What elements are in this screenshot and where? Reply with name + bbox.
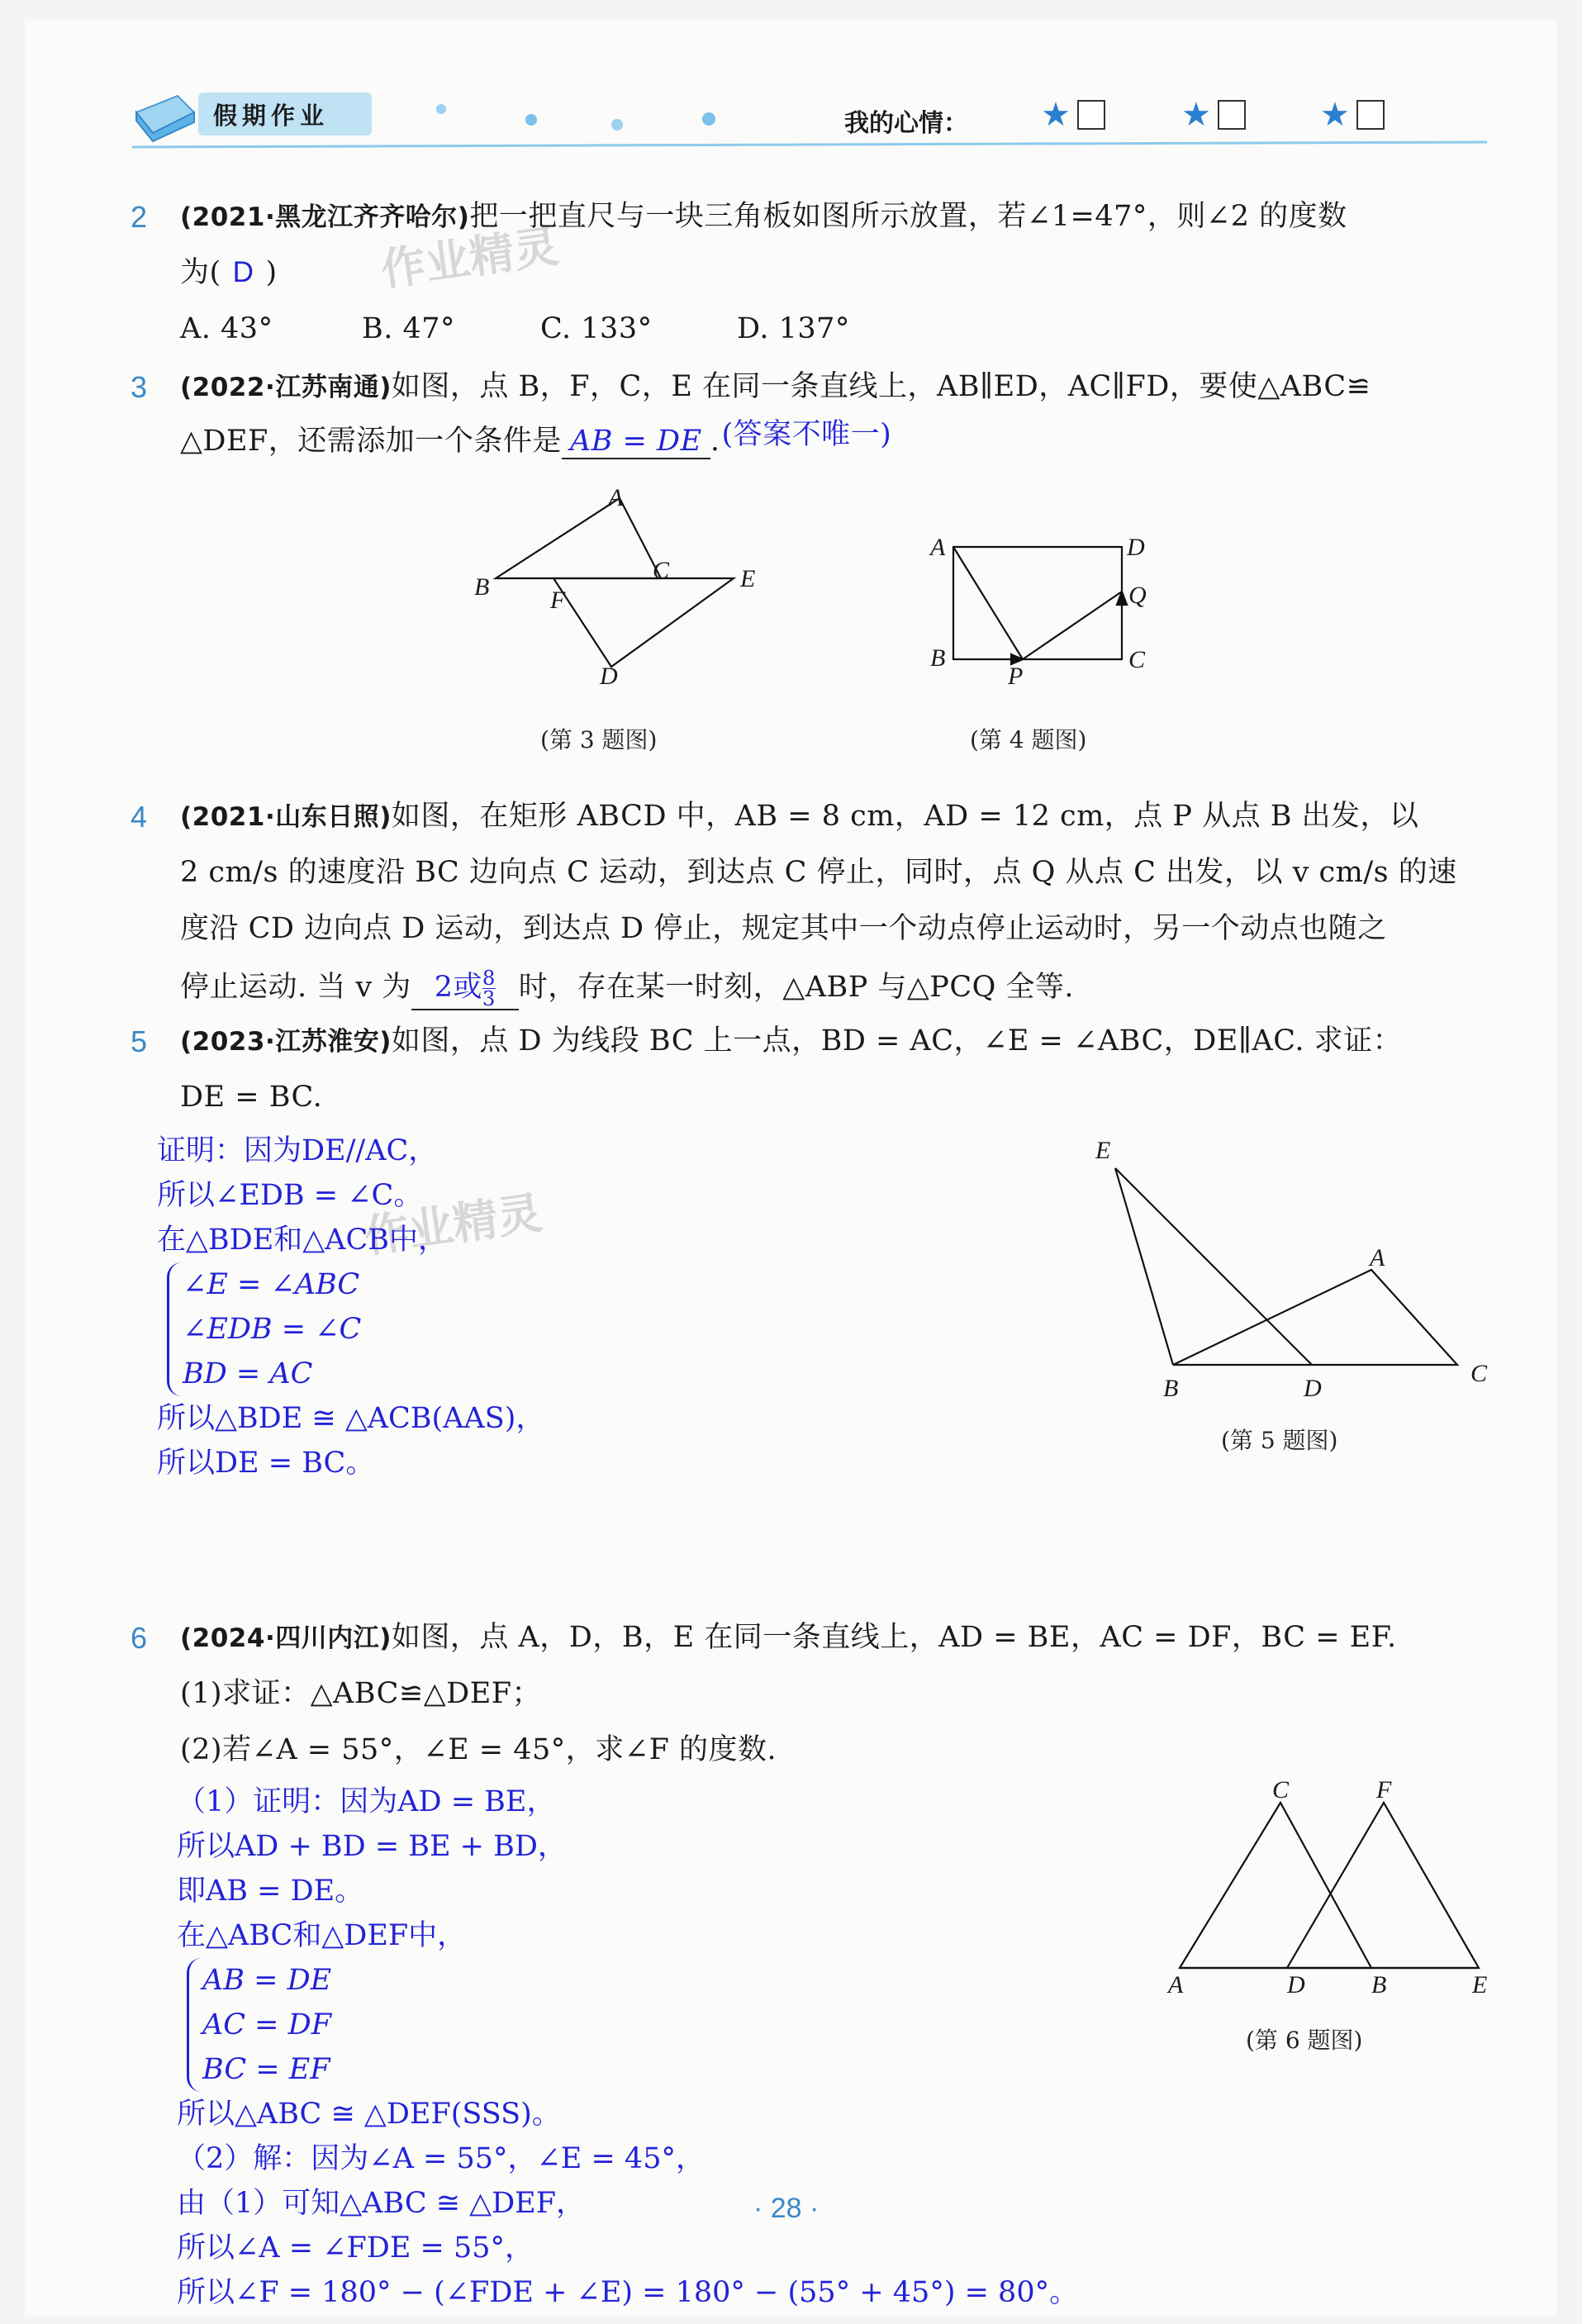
label-f: F (550, 587, 566, 614)
label-b: B (474, 573, 490, 601)
label-d: D (1127, 534, 1145, 561)
solution-line: （2）解：因为∠A = 55°，∠E = 45°， (177, 2142, 705, 2175)
label-e: E (740, 565, 756, 592)
solution-line: 在△ABC和△DEF中， (177, 1919, 467, 1952)
solution-line: 所以∠A = ∠FDE = 55°， (177, 2231, 534, 2265)
header-line (132, 124, 1504, 157)
solution-q6 (177, 1780, 1078, 2315)
solution-line: 由（1）可知△ABC ≅ △DEF， (177, 2187, 585, 2220)
label-f: F (1376, 1776, 1392, 1804)
label-c: C (1128, 646, 1146, 673)
label-a: A (1370, 1244, 1385, 1271)
question-number: 5 (131, 1024, 148, 1058)
solution-line: 证明：因为DE//AC， (157, 1134, 438, 1167)
star-sad-icon: ★ (1320, 96, 1350, 134)
mood-1[interactable] (1041, 96, 1105, 134)
question-line-2: 2 cm/s 的速度沿 BC 边向点 C 运动，到达点 C 停止，同时，点 Q 从点 C 出发，以 v cm/s 的速 (180, 856, 1457, 889)
triangle-abc (496, 498, 661, 578)
question-part-2: (2)若∠A = 55°，∠E = 45°，求∠F 的度数. (180, 1733, 777, 1766)
solution-line: 在△BDE和△ACB中， (157, 1224, 447, 1257)
mood-label: 我的心情： (844, 109, 968, 138)
question-text (180, 200, 1347, 234)
equation: AC = DF (202, 2008, 331, 2041)
solution-line: 所以DE = BC。 (157, 1447, 375, 1480)
option-c: C. 133° (540, 312, 653, 345)
question-source: (2022·江苏南通) (180, 373, 392, 402)
question-stem: 如图，点 D 为线段 BC 上一点，BD = AC，∠E = ∠ABC，DE∥AC. 求证： (391, 1024, 1403, 1057)
fraction-denominator: 3 (482, 987, 496, 1010)
mood-3[interactable] (1320, 96, 1385, 134)
dot (436, 104, 446, 114)
star-happy-icon: ★ (1041, 96, 1071, 134)
question-text-2 (180, 256, 278, 289)
question-source: (2021·山东日照) (180, 802, 392, 832)
dot (525, 114, 537, 126)
question-line-4 (180, 968, 1074, 1010)
label-p: P (1008, 663, 1024, 690)
question-number: 6 (131, 1621, 148, 1655)
figure-q5 (1090, 1132, 1487, 1380)
mood-checkbox[interactable] (1077, 100, 1105, 130)
label-e: E (1095, 1137, 1111, 1164)
option-d: D. 137° (737, 312, 850, 345)
label-e: E (1472, 1971, 1488, 1998)
paren-open: 为( (180, 256, 221, 289)
question-text (180, 800, 1419, 834)
rectangle-abcd (953, 547, 1122, 659)
question-line-2: DE = BC. (180, 1081, 323, 1114)
question-source: (2024·四川内江) (180, 1623, 392, 1653)
mood-checkbox[interactable] (1218, 100, 1246, 130)
answer-blank: AB = DE (562, 425, 710, 459)
option-a: A. 43° (180, 312, 273, 345)
question-part-1: (1)求证：△ABC≌△DEF； (180, 1677, 542, 1710)
answer-note: (答案不唯一) (721, 418, 892, 451)
label-b: B (1163, 1375, 1179, 1402)
label-c: C (1272, 1776, 1290, 1804)
question-number: 2 (131, 200, 148, 234)
question-text (180, 370, 1371, 404)
question-stem: 如图，点 B，F，C，E 在同一条直线上，AB∥ED，AC∥FD，要使△ABC≌ (391, 370, 1371, 403)
dot (611, 119, 623, 131)
caption-q3: (第 3 题图) (540, 726, 658, 753)
mood-checkbox[interactable] (1356, 100, 1385, 130)
watermark: 作业精灵 (361, 1186, 545, 1263)
equation: BC = EF (202, 2053, 330, 2086)
caption-q4: (第 4 题图) (970, 726, 1087, 753)
label-c: C (1470, 1360, 1488, 1387)
label-d: D (1304, 1375, 1322, 1402)
question-text (180, 1621, 1397, 1655)
question-text-2 (180, 418, 892, 459)
label-b: B (1371, 1971, 1387, 1998)
figure-q6 (1165, 1785, 1495, 1983)
question-stem-2: △DEF，还需添加一个条件是 (180, 425, 562, 458)
question-line-4-pre: 停止运动. 当 v 为 (180, 971, 411, 1004)
solution-line: 所以AD + BD = BE + BD， (177, 1830, 567, 1863)
solution-line: 所以∠F = 180° − (∠FDE + ∠E) = 180° − (55° + 45°) = 80°。 (177, 2276, 1079, 2309)
figure-q3 (463, 483, 777, 698)
period: . (710, 425, 720, 458)
triangle-abc (1173, 1270, 1457, 1365)
label-b: B (930, 644, 946, 672)
label-a: A (930, 534, 946, 561)
label-q: Q (1128, 582, 1147, 609)
question-stem: 把一把直尺与一块三角板如图所示放置，若∠1=47°，则∠2 的度数 (469, 200, 1347, 233)
equation-system (187, 1958, 1078, 2092)
answer: D (232, 256, 254, 288)
equation-system (167, 1262, 544, 1396)
label-a: A (608, 484, 624, 511)
watermark: 作业精灵 (378, 220, 562, 297)
mood-2[interactable] (1181, 96, 1246, 134)
label-d: D (600, 663, 618, 690)
solution-line: 所以∠EDB = ∠C。 (157, 1179, 423, 1212)
equation: AB = DE (202, 1964, 332, 1997)
question-number: 4 (131, 800, 148, 834)
figure-q4 (934, 537, 1132, 669)
question-number: 3 (131, 370, 148, 404)
solution-line: （1）证明：因为AD = BE， (177, 1785, 556, 1818)
question-line-3: 度沿 CD 边向点 D 运动，到达点 D 停止，规定其中一个动点停止运动时，另一个动点也随之 (180, 912, 1387, 945)
header-title: 假期作业 (213, 102, 330, 130)
question-stem: 如图，点 A，D，B，E 在同一条直线上，AD = BE，AC = DF，BC = EF. (391, 1621, 1397, 1654)
question-text (180, 1024, 1402, 1058)
equation: ∠E = ∠ABC (183, 1268, 360, 1301)
answer-blank (411, 968, 519, 1010)
question-line-4-post: 时，存在某一时刻，△ABP 与△PCQ 全等. (518, 971, 1075, 1004)
paren-close: ) (265, 256, 278, 289)
question-source: (2023·江苏淮安) (180, 1027, 392, 1057)
answer-int: 2或 (434, 971, 483, 1004)
question-source: (2021·黑龙江齐齐哈尔) (180, 202, 470, 232)
star-neutral-icon: ★ (1181, 96, 1211, 134)
caption-q6: (第 6 题图) (1246, 2027, 1363, 2054)
triangle-def (553, 578, 734, 667)
caption-q5: (第 5 题图) (1221, 1427, 1338, 1454)
answer-fraction (482, 968, 496, 1009)
page-number: · 28 · (753, 2193, 820, 2224)
fraction-numerator: 8 (482, 967, 496, 990)
equation: ∠EDB = ∠C (183, 1313, 362, 1346)
triangle-abc (1180, 1803, 1371, 1968)
triangle-def (1287, 1803, 1479, 1968)
label-d: D (1287, 1971, 1305, 1998)
solution-line: 所以△ABC ≅ △DEF(SSS)。 (177, 2098, 561, 2131)
dot (702, 112, 715, 126)
solution-q5 (157, 1129, 544, 1485)
label-c: C (653, 557, 670, 584)
option-b: B. 47° (362, 312, 456, 345)
solution-line: 所以△BDE ≅ △ACB(AAS)， (157, 1402, 545, 1435)
label-a: A (1168, 1971, 1184, 1998)
question-stem: 如图，在矩形 ABCD 中，AB = 8 cm，AD = 12 cm，点 P 从点 B 出发，以 (391, 800, 1419, 833)
solution-line: 即AB = DE。 (177, 1875, 364, 1908)
equation: BD = AC (183, 1357, 313, 1390)
